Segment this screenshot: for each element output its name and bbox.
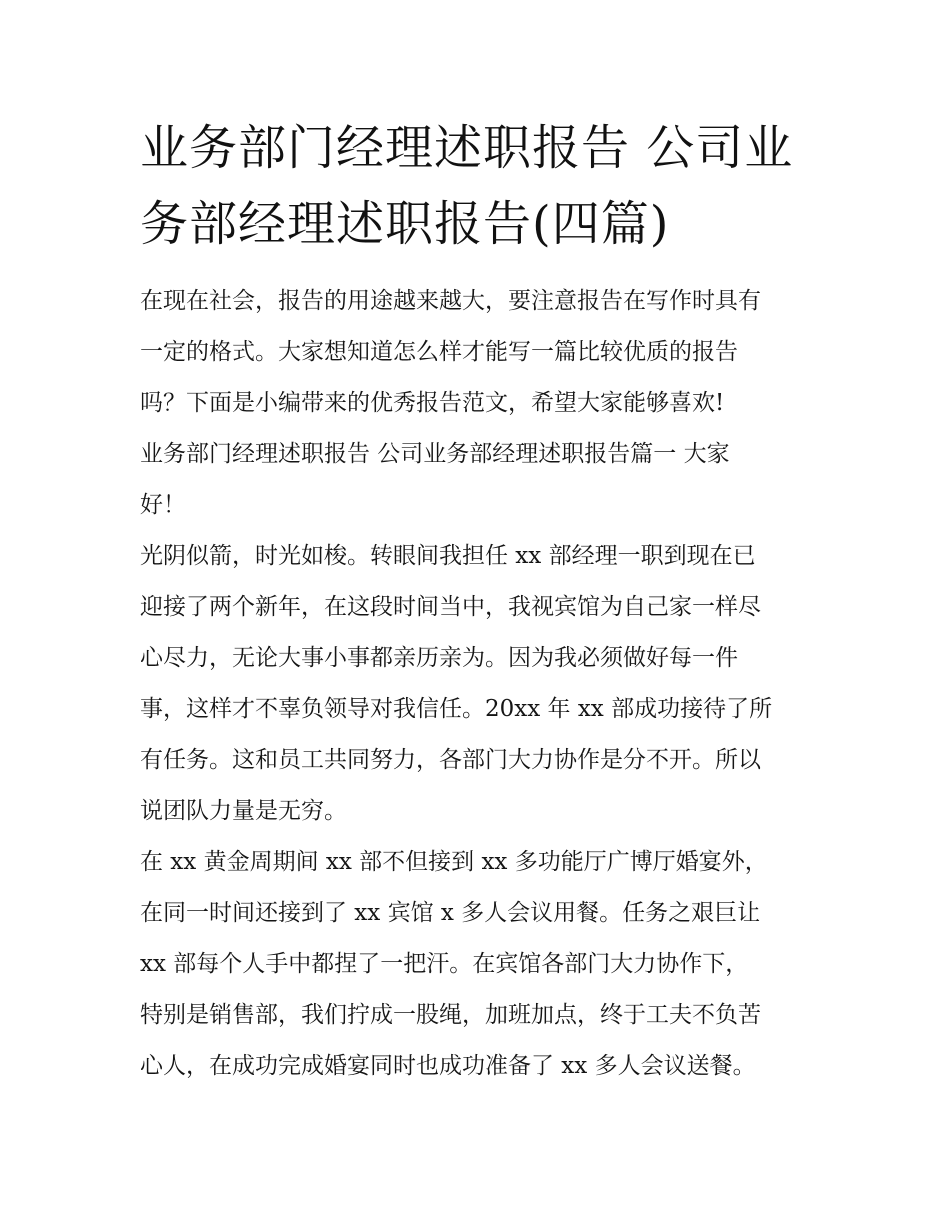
body-line: 有任务。这和员工共同努力，各部门大力协作是分不开。所以	[140, 747, 761, 773]
body-line: 光阴似箭，时光如梭。转眼间我担任 xx 部经理一职到现在已	[140, 543, 756, 569]
document-title	[140, 110, 820, 262]
body-line: 事，这样才不辜负领导对我信任。20xx 年 xx 部成功接待了所	[140, 696, 773, 722]
title-line: 业务部门经理述职报告 公司业	[140, 120, 794, 176]
document-body	[140, 276, 830, 1092]
body-line: 在同一时间还接到了 xx 宾馆 x 多人会议用餐。任务之艰巨让	[140, 900, 761, 926]
body-line: 心尽力，无论大事小事都亲历亲为。因为我必须做好每一件	[140, 645, 738, 671]
title-line: 务部经理述职报告(四篇)	[140, 196, 670, 252]
body-line: 吗？下面是小编带来的优秀报告范文，希望大家能够喜欢!	[140, 390, 725, 416]
body-line: 迎接了两个新年，在这段时间当中，我视宾馆为自己家一样尽	[140, 594, 761, 620]
body-line: 心人，在成功完成婚宴同时也成功准备了 xx 多人会议送餐。	[140, 1053, 756, 1079]
body-line: 好！	[140, 492, 186, 518]
body-line: 在 xx 黄金周期间 xx 部不但接到 xx 多功能厅广博厅婚宴外，	[140, 849, 768, 875]
body-line: xx 部每个人手中都捏了一把汗。在宾馆各部门大力协作下，	[140, 951, 749, 977]
body-line: 一定的格式。大家想知道怎么样才能写一篇比较优质的报告	[140, 339, 738, 365]
body-line: 在现在社会，报告的用途越来越大，要注意报告在写作时具有	[140, 288, 761, 314]
body-line: 业务部门经理述职报告 公司业务部经理述职报告篇一 大家	[140, 441, 730, 467]
body-line: 说团队力量是无穷。	[140, 798, 347, 824]
body-line: 特别是销售部，我们拧成一股绳，加班加点，终于工夫不负苦	[140, 1002, 761, 1028]
